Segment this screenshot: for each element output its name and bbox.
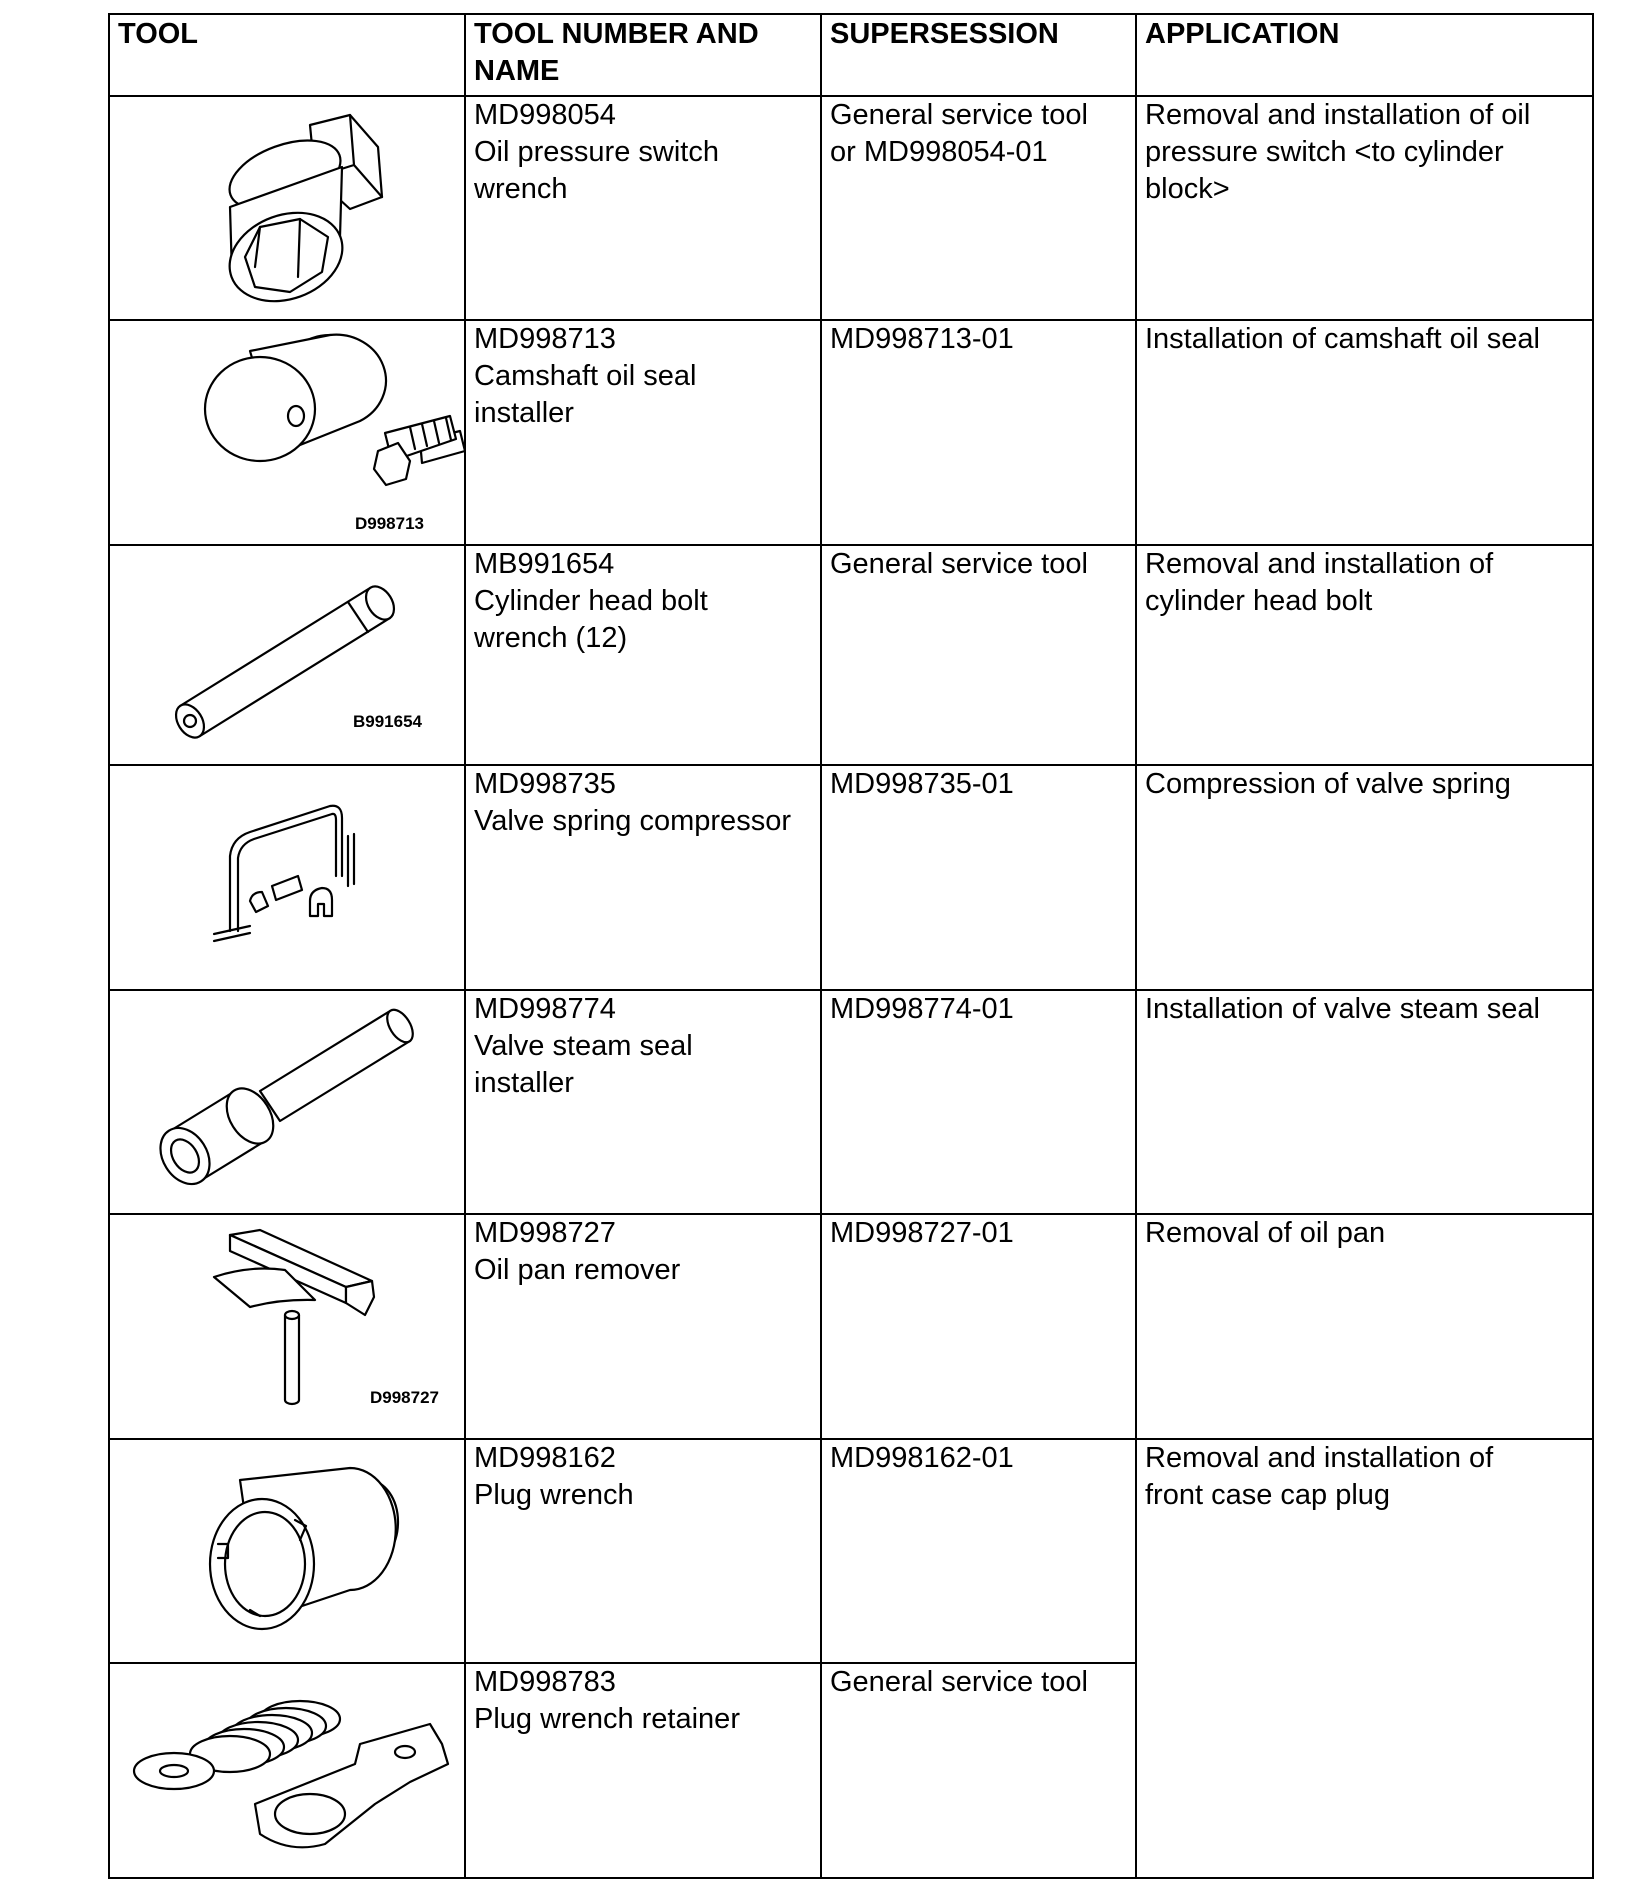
tool-image-cell [109,1439,465,1663]
application-cell [1136,320,1593,545]
table-row [109,320,1593,545]
application-line: Installation of camshaft oil seal [1145,323,1540,355]
tool-name-line: wrench [474,173,568,205]
tool-number-name-cell [465,320,821,545]
header-supersession: SUPERSESSION [821,14,1136,96]
supersession-cell [821,1663,1136,1878]
tool-image-cell [109,545,465,765]
tool-name-line: Valve steam seal [474,1030,693,1062]
application-line: Removal of oil pan [1145,1217,1386,1249]
application-line: Compression of valve spring [1145,768,1511,800]
oil-pressure-switch-wrench-icon [110,97,466,319]
application-cell [1136,765,1593,990]
tool-name-line: Oil pan remover [474,1254,681,1286]
supersession-line: or MD998054-01 [830,136,1048,168]
tool-name-line: wrench (12) [474,622,628,654]
application-line: Removal and installation of [1145,548,1494,580]
header-tool: TOOL [109,14,465,96]
tool-image-label: D998727 [370,1388,440,1407]
tool-number-name-cell [465,1214,821,1439]
application-cell [1136,1439,1593,1878]
tool-image-cell [109,765,465,990]
tool-image-cell [109,320,465,545]
table-row [109,96,1593,320]
table-row [109,1214,1593,1439]
application-line: front case cap plug [1145,1479,1391,1511]
application-line: pressure switch <to cylinder [1145,136,1504,168]
application-cell [1136,990,1593,1214]
table-row [109,765,1593,990]
tool-number-name-cell [465,96,821,320]
valve-spring-compressor-icon [110,766,466,989]
tool-image-label: D998713 [355,514,425,533]
tool-image-cell [109,1663,465,1878]
application-line: Installation of valve steam seal [1145,993,1540,1025]
tool-image-label: B991654 [353,712,423,731]
tool-number: MB991654 [474,548,615,580]
supersession-cell [821,96,1136,320]
header-row [109,14,1593,96]
tool-number-name-cell [465,545,821,765]
application-line: block> [1145,173,1230,205]
tool-name-line: Plug wrench retainer [474,1703,740,1735]
valve-steam-seal-installer-icon [110,991,466,1213]
supersession-cell [821,990,1136,1214]
application-cell [1136,545,1593,765]
tool-number: MD998783 [474,1666,616,1698]
supersession-cell [821,320,1136,545]
tool-number: MD998727 [474,1217,616,1249]
tool-number: MD998735 [474,768,616,800]
supersession-line: MD998162-01 [830,1442,1014,1474]
tool-name-line: installer [474,397,574,429]
tool-name-line: Cylinder head bolt [474,585,708,617]
supersession-cell [821,1214,1136,1439]
tool-image-cell [109,990,465,1214]
application-line: cylinder head bolt [1145,585,1373,617]
tool-number: MD998774 [474,993,616,1025]
supersession-line: MD998774-01 [830,993,1014,1025]
tool-number-name-cell [465,765,821,990]
header-application: APPLICATION [1136,14,1593,96]
camshaft-oil-seal-installer-icon [110,321,466,544]
header-tool-number-and-name: TOOL NUMBER AND NAME [465,14,821,96]
supersession-line: MD998735-01 [830,768,1014,800]
tool-name-line: Valve spring compressor [474,805,791,837]
tool-image-cell [109,96,465,320]
supersession-line: General service tool [830,1666,1088,1698]
supersession-line: MD998727-01 [830,1217,1014,1249]
tool-name-line: installer [474,1067,574,1099]
tool-number-name-cell [465,990,821,1214]
supersession-cell [821,1439,1136,1663]
tool-image-cell [109,1214,465,1439]
special-tools-table [108,13,1594,1879]
tool-number-name-cell [465,1663,821,1878]
tool-name-line: Plug wrench [474,1479,634,1511]
supersession-line: MD998713-01 [830,323,1014,355]
tool-name-line: Oil pressure switch [474,136,719,168]
plug-wrench-retainer-icon [110,1664,466,1877]
tool-number: MD998054 [474,99,616,131]
table-row [109,1439,1593,1663]
application-line: Removal and installation of [1145,1442,1494,1474]
tool-number: MD998713 [474,323,616,355]
supersession-cell [821,545,1136,765]
application-cell [1136,1214,1593,1439]
table-row [109,990,1593,1214]
tool-number-name-cell [465,1439,821,1663]
supersession-line: General service tool [830,99,1088,131]
supersession-cell [821,765,1136,990]
plug-wrench-icon [110,1440,466,1662]
tool-number: MD998162 [474,1442,616,1474]
application-cell [1136,96,1593,320]
table-row [109,545,1593,765]
application-line: Removal and installation of oil [1145,99,1531,131]
supersession-line: General service tool [830,548,1088,580]
tool-name-line: Camshaft oil seal [474,360,697,392]
